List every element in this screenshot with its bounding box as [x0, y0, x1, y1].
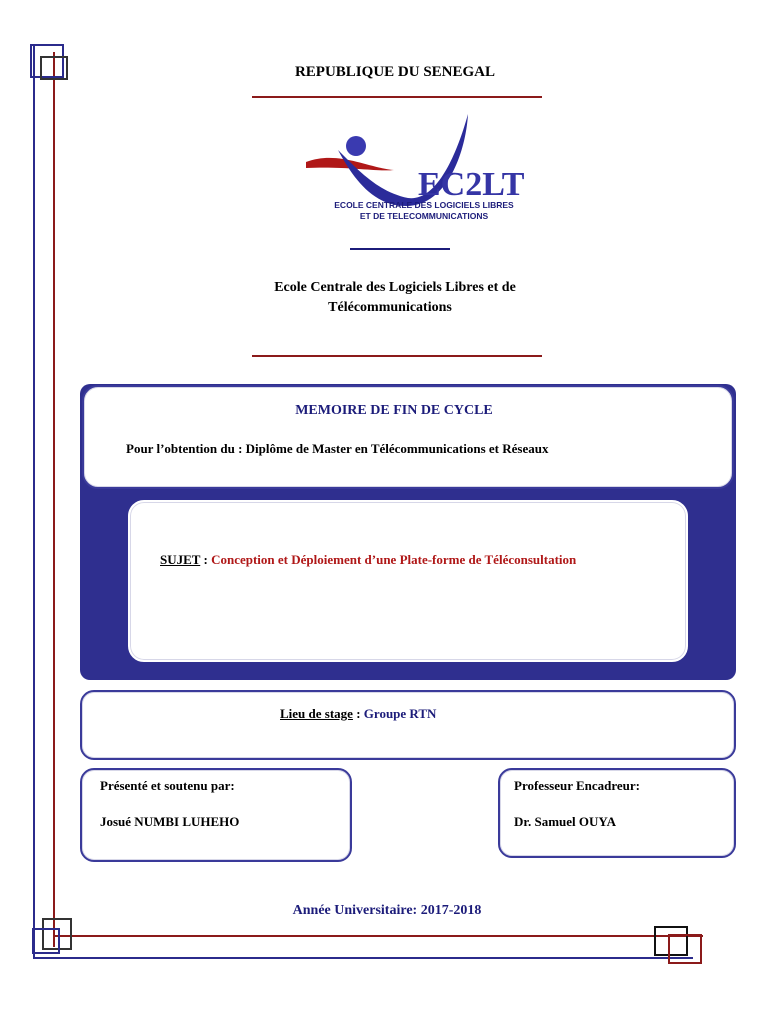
encadreur-box: [498, 768, 736, 858]
sujet-box: [128, 500, 688, 662]
sujet-line: [160, 552, 680, 568]
frame-corner-top-left-inner: [40, 56, 68, 80]
memoire-box: [82, 385, 734, 489]
lieu-box: [80, 690, 736, 760]
lieu-label: Lieu de stage: [280, 706, 353, 721]
frame-bottom-blue-line: [33, 957, 693, 959]
country-heading: REPUBLIQUE DU SENEGAL: [294, 64, 496, 80]
sujet-value: Conception et Déploiement d’une Plate-forme de Téléconsultation: [211, 552, 577, 567]
frame-left-red-line: [53, 52, 55, 947]
sujet-label: SUJET: [160, 552, 201, 567]
lieu-separator: :: [352, 706, 364, 721]
frame-corner-bottom-right-inner: [668, 934, 702, 964]
logo-rule: [350, 248, 450, 250]
logo-subtitle-line2: ET DE TELECOMMUNICATIONS: [359, 211, 489, 221]
school-name-line2: Télécommunications: [328, 300, 452, 315]
memoire-obtention: Pour l’obtention du : Diplôme de Master en Télécommunications et Réseaux: [126, 441, 549, 456]
sujet-separator: :: [200, 552, 212, 567]
annee-universitaire: Année Universitaire: 2017-2018: [292, 903, 482, 918]
encadreur-name: Dr. Samuel OUYA: [514, 814, 616, 829]
frame-bottom-red-line: [53, 935, 703, 937]
header-rule-top: [252, 96, 542, 98]
lieu-line: [280, 706, 700, 722]
frame-corner-bottom-left-inner: [32, 928, 60, 954]
frame-left-blue-line: [33, 44, 35, 959]
memoire-title: MEMOIRE DE FIN DE CYCLE: [295, 403, 493, 418]
school-name-line1: Ecole Centrale des Logiciels Libres et de: [274, 280, 516, 295]
encadreur-label: Professeur Encadreur:: [514, 778, 641, 793]
lieu-value: Groupe RTN: [363, 706, 437, 721]
presente-box: [80, 768, 352, 862]
presente-name: Josué NUMBI LUHEHO: [100, 814, 240, 829]
ec2lt-logo: [298, 110, 548, 228]
logo-subtitle-line1: ECOLE CENTRALE DES LOGICIELS LIBRES: [334, 200, 514, 210]
presente-label: Présenté et soutenu par:: [100, 778, 235, 793]
logo-acronym: EC2LT: [418, 166, 525, 203]
school-rule: [252, 355, 542, 357]
